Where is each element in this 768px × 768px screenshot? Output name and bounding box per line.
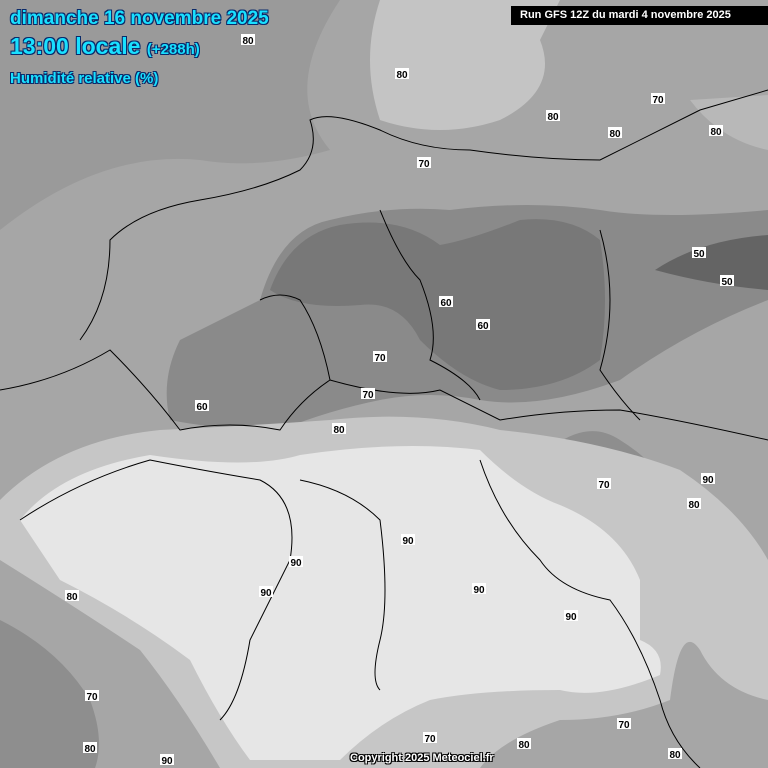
contour-label: 90 [290, 558, 302, 569]
contour-label: 70 [598, 480, 610, 491]
contour-label: 80 [609, 129, 621, 140]
contour-label: 80 [66, 592, 78, 603]
contour-label: 70 [424, 734, 436, 745]
lead-time: (+288h) [146, 41, 200, 58]
contour-label: 80 [518, 740, 530, 751]
contour-label: 90 [402, 536, 414, 547]
contour-label: 90 [161, 756, 173, 767]
contour-label: 70 [374, 353, 386, 364]
contour-label: 80 [396, 70, 408, 81]
contour-label: 80 [84, 744, 96, 755]
contour-label: 90 [260, 588, 272, 599]
contour-label: 80 [688, 500, 700, 511]
contour-label: 80 [547, 112, 559, 123]
contour-label: 70 [362, 390, 374, 401]
run-info-banner: Run GFS 12Z du mardi 4 novembre 2025 [511, 6, 768, 25]
contour-label: 80 [242, 36, 254, 47]
contour-label: 90 [565, 612, 577, 623]
forecast-time [10, 33, 200, 60]
local-time: 13:00 locale [10, 33, 141, 59]
parameter-title: Humidité relative (%) [10, 70, 159, 87]
contour-label: 70 [86, 692, 98, 703]
forecast-date: dimanche 16 novembre 2025 [10, 8, 269, 29]
contour-label: 80 [333, 425, 345, 436]
contour-label: 70 [418, 159, 430, 170]
contour-label: 50 [721, 277, 733, 288]
contour-label: 80 [710, 127, 722, 138]
contour-label: 60 [477, 321, 489, 332]
contour-label: 70 [618, 720, 630, 731]
contour-label: 90 [702, 475, 714, 486]
contour-label: 90 [473, 585, 485, 596]
contour-label: 80 [669, 750, 681, 761]
copyright: Copyright 2025 Meteociel.fr [350, 752, 494, 764]
contour-label: 60 [440, 298, 452, 309]
contour-label: 60 [196, 402, 208, 413]
contour-label: 70 [652, 95, 664, 106]
contour-label: 50 [693, 249, 705, 260]
